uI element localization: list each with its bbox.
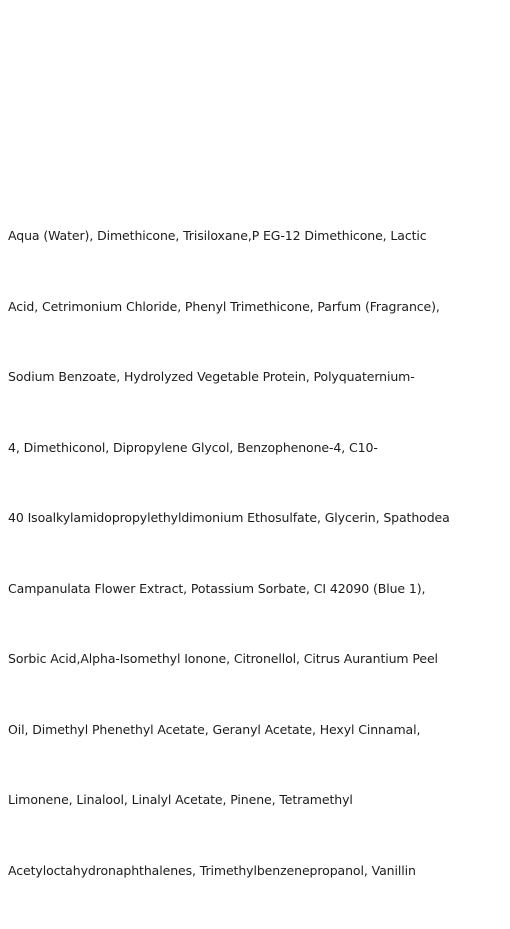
ingredients-line-10: Acetyloctahydronaphthalenes, Trimethylbenzenepropanol, Vanillin <box>8 862 416 878</box>
ingredients-line-1: Aqua (Water), Dimethicone, Trisiloxane,P EG-12 Dimethicone, Lactic <box>8 228 427 243</box>
ingredients-line-7: Sorbic Acid,Alpha-Isomethyl Ionone, Citronellol, Citrus Aurantium Peel <box>8 651 438 666</box>
ingredients-line-6: Campanulata Flower Extract, Potassium Sorbate, CI 42090 (Blue 1), <box>8 580 426 596</box>
ingredients-line-3: Sodium Benzoate, Hydrolyzed Vegetable Protein, Polyquaternium- <box>8 369 415 384</box>
ingredients-text <box>8 177 508 929</box>
ingredients-line-9: Limonene, Linalool, Linalyl Acetate, Pinene, Tetramethyl <box>8 792 353 807</box>
ingredients-line-5: 40 Isoalkylamidopropylethyldimonium Ethosulfate, Glycerin, Spathodea <box>8 510 450 525</box>
ingredients-line-4: 4, Dimethiconol, Dipropylene Glycol, Benzophenone-4, C10- <box>8 439 378 455</box>
ingredients-line-2: Acid, Cetrimonium Chloride, Phenyl Trimethicone, Parfum (Fragrance), <box>8 298 440 314</box>
ingredients-line-8: Oil, Dimethyl Phenethyl Acetate, Geranyl Acetate, Hexyl Cinnamal, <box>8 721 421 737</box>
